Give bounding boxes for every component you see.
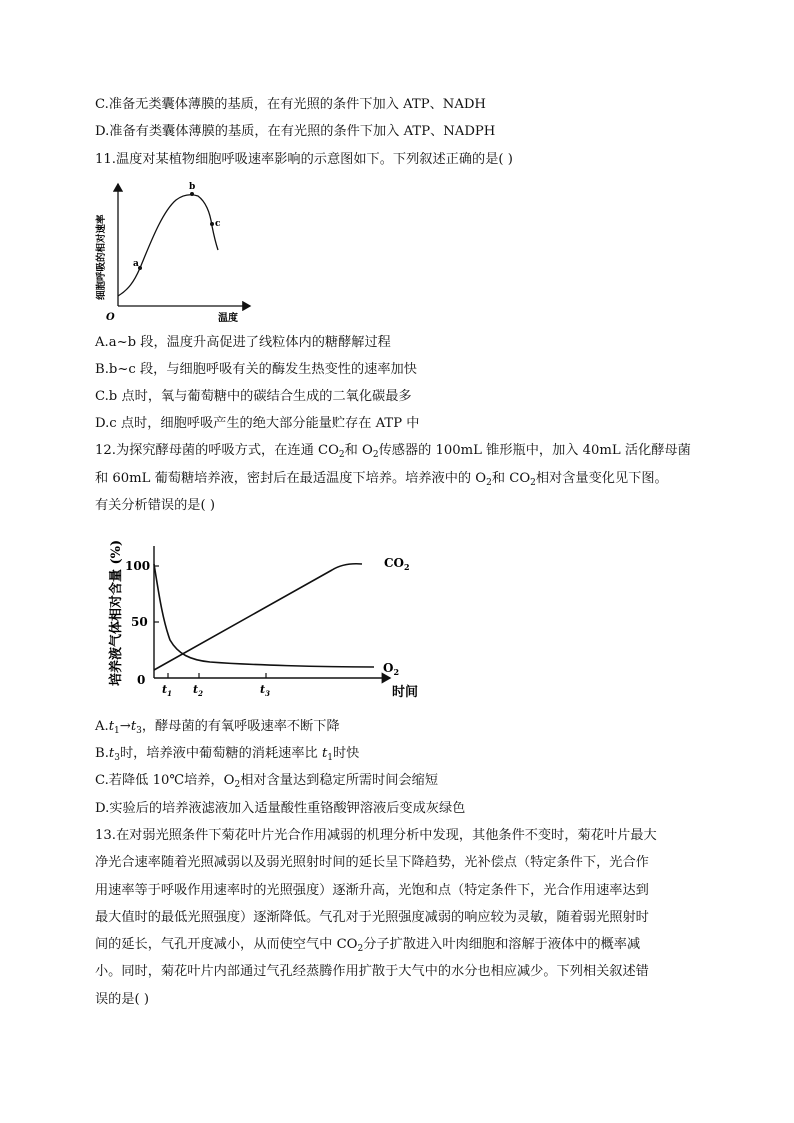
q12-option-d: D.实验后的培养液滤液加入适量酸性重铬酸钾溶液后变成灰绿色: [95, 801, 466, 816]
x-tick-t1: $t_1$: [162, 683, 172, 698]
x-tick-t3: $t_3$: [260, 683, 270, 698]
option-c-prev: C.准备无类囊体薄膜的基质，在有光照的条件下加入 ATP、NADH: [95, 97, 486, 112]
question-12-line1: 12.为探究酵母菌的呼吸方式，在连通 $CO_2$和 $O_2$传感器的 100mL 锥形瓶中，加入 40mL 活化酵母菌: [95, 443, 691, 460]
x-axis-label: 温度: [218, 313, 238, 324]
question-12-line2: 和 60mL 葡萄糖培养液，密封后在最适温度下培养。培养液中的 $O_2$和 $CO_2$相对含量变化见下图。: [95, 471, 668, 488]
point-b: [190, 192, 194, 196]
origin-label: O: [106, 312, 115, 323]
point-a-label: a: [133, 259, 139, 269]
respiration-curve: [118, 195, 218, 296]
q11-option-b: B.b~c 段，与细胞呼吸有关的酶发生热变性的速率加快: [95, 362, 417, 377]
y-axis-label: 细胞呼吸的相对速率: [96, 214, 107, 300]
question-11: 11.温度对某植物细胞呼吸速率影响的示意图如下。下列叙述正确的是( ): [95, 152, 513, 167]
x-axis-label: 时间: [392, 685, 419, 700]
y-tick-0: 0: [137, 673, 146, 687]
chart-respiration-temperature: [92, 174, 272, 326]
question-13: 13.在对弱光照条件下菊花叶片光合作用减弱的机理分析中发现，其他条件不变时，菊花叶片最大 净光合速率随着光照减弱以及弱光照射时间的延长呈下降趋势，光补偿点（特定条件下，光合作 用速率等于呼吸作用速率时的光照强度）逐渐升高，光饱和点（特定条件下，光合作用速率达到 最大值时的最低光照强度）逐渐降低。气孔对于光照强度减弱的响应较为灵敏，随着弱光照射时 间的延长，气孔开度减小，从而使空气中 $CO_2$分子扩散进入叶肉细胞和溶解于液体中的概率减 小。同时，菊花叶片内部通过气孔经蒸腾作用扩散于大气中的水分也相应减少。下列相关叙述错 误的是( ): [95, 828, 657, 1007]
y-tick-50: 50: [131, 615, 148, 629]
series-o2-label: $O_2$: [383, 661, 400, 677]
q11-option-a: A.a~b 段，温度升高促进了线粒体内的糖酵解过程: [95, 335, 391, 350]
q11-option-d: D.c 点时，细胞呼吸产生的绝大部分能量贮存在 ATP 中: [95, 416, 420, 431]
x-tick-t2: $t_2$: [193, 683, 203, 698]
q12-option-b: $B.t_3$时，培养液中葡萄糖的消耗速率比 $t_1$时快: [95, 746, 360, 763]
point-c-label: c: [215, 219, 221, 229]
y-tick-100: 100: [125, 559, 151, 573]
option-d-prev: D.准备有类囊体薄膜的基质，在有光照的条件下加入 ATP、NADPH: [95, 124, 496, 139]
q11-option-c: C.b 点时，氧与葡萄糖中的碳结合生成的二氧化碳最多: [95, 389, 412, 404]
point-b-label: b: [189, 182, 196, 192]
chart-gas-content: [100, 528, 430, 704]
y-axis-label: 培养液气体相对含量 (%): [109, 539, 124, 686]
question-12-line3: 有关分析错误的是( ): [95, 498, 215, 513]
point-c: [210, 222, 214, 226]
q12-option-a: $A.t_1\to t_3$，酵母菌的有氧呼吸速率不断下降: [95, 719, 340, 736]
series-co2-label: $CO_2$: [384, 556, 410, 572]
series-co2: [154, 564, 362, 670]
q12-option-c: C.若降低 10℃培养，$O_2$相对含量达到稳定所需时间会缩短: [95, 773, 439, 790]
